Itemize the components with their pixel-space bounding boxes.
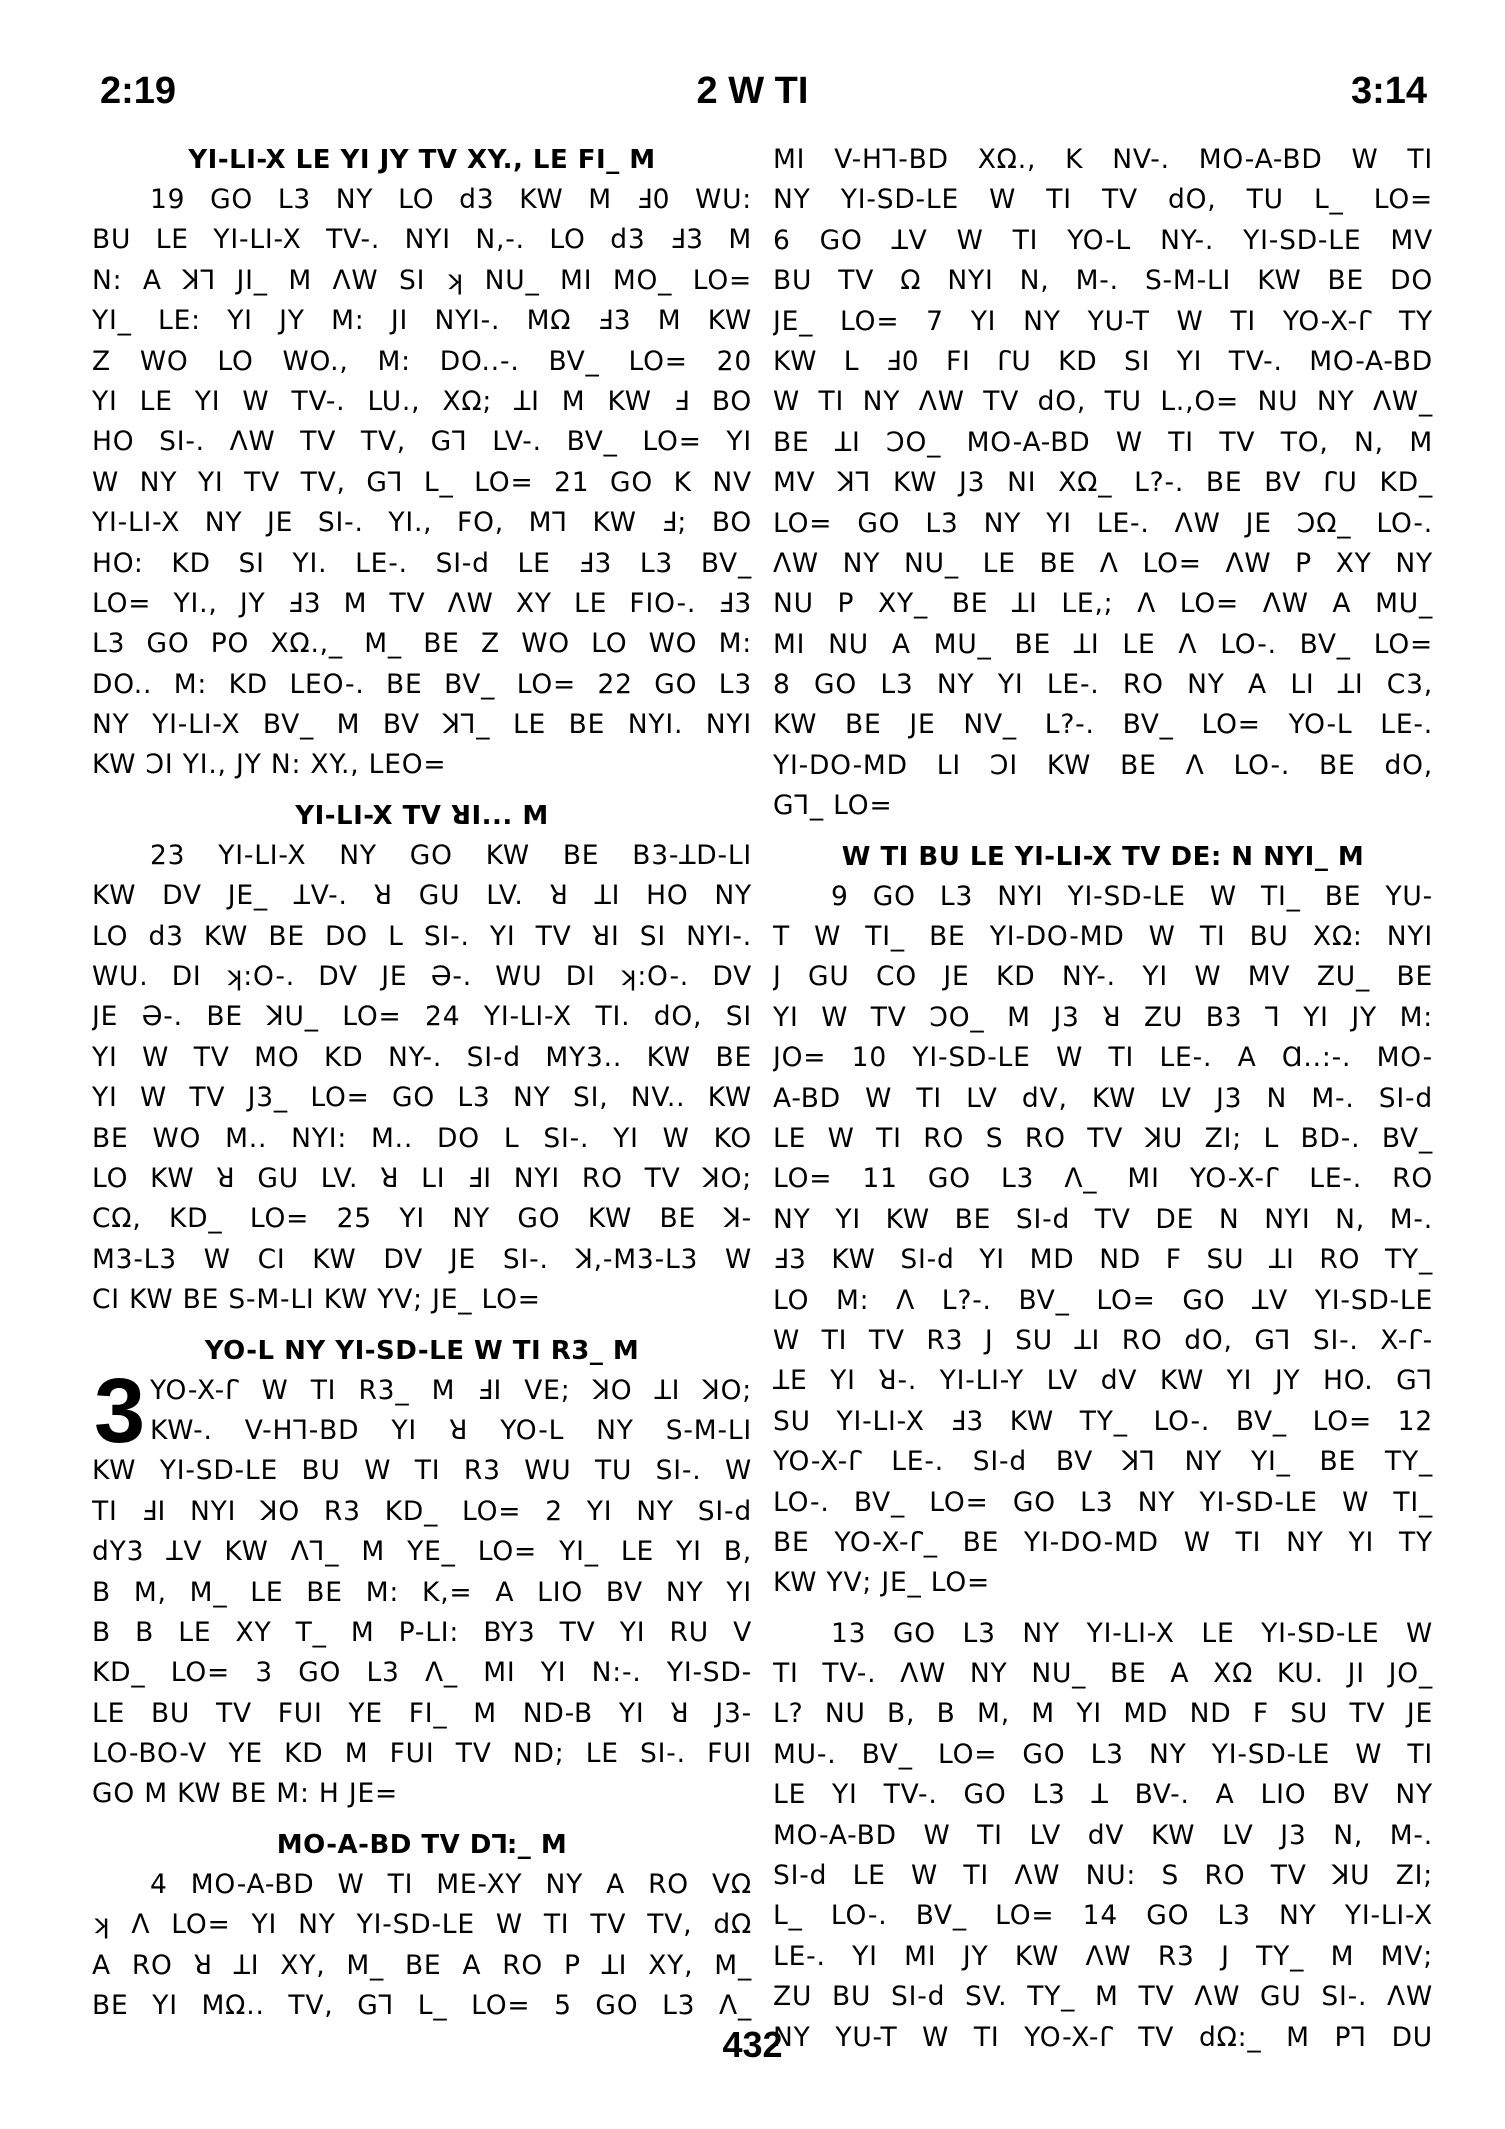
text-line: SU YI-LI-X Ⅎ3 KW TY_ LO-. BV_ LO= 12 (773, 1405, 1433, 1437)
text-line: T W TI_ BE YI-DO-MD W TI BU XΩ: NYI (773, 921, 1433, 953)
text-line: LE BU TV FUI YE FI_ M ND-B YI ꓤ J3- (92, 1697, 752, 1729)
text-line: YI_ LE: YI JY M: JI NYI-. MΩ Ⅎ3 M KW (92, 305, 752, 337)
text-line: W TI NY ΛW TV dO, TU L.,O= NU NY ΛW_ (773, 386, 1433, 418)
text-line: B B LE XY T_ M P-LI: BY3 TV YI RU V (92, 1616, 752, 1648)
section-heading: MO-A-BD TV Dꓶ:_ M (276, 1829, 568, 1860)
text-line: ꓕE YI ꓤ-. YI-LI-Y LV dV KW YI JY HO. Gꓶ (773, 1365, 1433, 1397)
text-line: A RO ꓤ ꓕI XY, M_ BE A RO P ꓕI XY, M_ (92, 1949, 752, 1981)
text-line: LO M: Λ L?-. BV_ LO= GO ꓕV YI-SD-LE (773, 1284, 1433, 1316)
text-line: BU TV Ω NYI N, M-. S-M-LI KW BE DO (773, 265, 1433, 297)
right-column (773, 140, 1433, 2058)
text-line: KD_ LO= 3 GO L3 Λ_ MI YI N:-. YI-SD- (92, 1657, 752, 1689)
text-line: MI NU A MU_ BE ꓕI LE Λ LO-. BV_ LO= (773, 628, 1433, 660)
text-line: MV ꓘꓶ KW J3 NI XΩ_ L?-. BE BV ꓩU KD_ (773, 467, 1433, 499)
text-line: HO SI-. ΛW TV TV, Gꓶ LV-. BV_ LO= YI (92, 426, 752, 458)
text-line: LE-. YI MI JY KW ΛW R3 J TY_ M MV; (773, 1940, 1433, 1972)
text-line: TI TV-. ΛW NY NU_ BE A XΩ KU. JI JO_ (773, 1658, 1433, 1690)
paragraph (92, 180, 752, 786)
text-line: LO KW ꓤ GU LV. ꓤ LI ꓞI NYI RO TV ꓘO; (92, 1162, 752, 1194)
text-line: 8 GO L3 NY YI LE-. RO NY A LI ꓕI C3, (773, 669, 1433, 701)
text-line: CΩ, KD_ LO= 25 YI NY GO KW BE ꓘ- (92, 1203, 752, 1235)
text-line: L_ LO-. BV_ LO= 14 GO L3 NY YI-LI-X (773, 1900, 1433, 1932)
text-line: 9 GO L3 NYI YI-SD-LE W TI_ BE YU- (831, 880, 1433, 912)
text-line: GO M KW BE M: H JE= (92, 1778, 399, 1810)
paragraph (92, 836, 752, 1321)
text-line: LE YI TV-. GO L3 ꓕ BV-. A LIO BV NY (773, 1779, 1433, 1811)
text-line: KW YI-SD-LE BU W TI R3 WU TU SI-. W (92, 1455, 752, 1487)
chapter-verse-end: 3:14 (1350, 70, 1427, 112)
text-line: LO-BO-V YE KD M FUI TV ND; LE SI-. FUI (92, 1738, 752, 1770)
text-line: MI V-Hꓶ-BD XΩ., K NV-. MO-A-BD W TI (773, 144, 1433, 175)
paragraph (773, 140, 1433, 827)
chapter-number-dropcap: 3 (94, 1359, 146, 1462)
text-line: A-BD W TI LV dV, KW LV J3 N M-. SI-d (773, 1082, 1433, 1114)
section-heading: W TI BU LE YI-LI-X TV DE: N NYI_ M (841, 841, 1365, 872)
text-line: DO.. M: KD LEO-. BE BV_ LO= 22 GO L3 (92, 668, 752, 700)
text-line: YI W TV ƆO_ M J3 ꓤ ZU B3 ꓶ YI JY M: (773, 1001, 1433, 1033)
text-line: BE WO M.. NYI: M.. DO L SI-. YI W KO (92, 1122, 752, 1154)
text-line: LO-. BV_ LO= GO L3 NY YI-SD-LE W TI_ (773, 1486, 1433, 1518)
text-line: JO= 10 YI-SD-LE W TI LE-. A Ɑ..:-. MO- (773, 1042, 1433, 1074)
text-line: CI KW BE S-M-LI KW YV; JE_ LO= (92, 1284, 541, 1316)
page-number: 432 (722, 2024, 783, 2065)
text-line: ʞ Λ LO= YI NY YI-SD-LE W TI TV TV, dΩ (92, 1909, 752, 1941)
text-line: L? NU B, B M, M YI MD ND F SU TV JE (773, 1698, 1433, 1730)
text-line: BE ꓕI ƆO_ MO-A-BD W TI TV TO, N, M (773, 426, 1433, 458)
chapter-start (92, 1359, 752, 1815)
paragraph (773, 877, 1433, 1604)
paragraph (773, 1614, 1433, 2058)
text-line: LO= YI., JY Ⅎ3 M TV ΛW XY LE FIO-. Ⅎ3 (92, 587, 752, 619)
text-line: 6 GO ꓕV W TI YO-L NY-. YI-SD-LE MV (773, 224, 1433, 256)
text-line: ΛW NY NU_ LE BE Λ LO= ΛW P XY NY (773, 547, 1433, 579)
text-line: KW BE JE NV_ L?-. BV_ LO= YO-L LE-. (773, 709, 1433, 741)
text-line: Ⅎ3 KW SI-d YI MD ND F SU ꓕI RO TY_ (773, 1244, 1433, 1276)
paragraph (92, 1371, 752, 1815)
text-line: BU LE YI-LI-X TV-. NYI N,-. LO d3 Ⅎ3 M (92, 224, 752, 256)
text-line: 19 GO L3 NY LO d3 KW M Ⅎ0 WU: (150, 184, 752, 215)
text-line: dY3 ꓕV KW Λꓶ_ M YE_ LO= YI_ LE YI B, (92, 1536, 752, 1568)
text-line: 13 GO L3 NY YI-LI-X LE YI-SD-LE W (831, 1617, 1433, 1649)
text-line: W TI TV R3 J SU ꓕI RO dO, Gꓶ SI-. X-ꓩ- (773, 1324, 1433, 1356)
text-line: MO-A-BD W TI LV dV KW LV J3 N, M-. (773, 1819, 1433, 1851)
running-title: 2 W TI (696, 70, 809, 112)
text-line: BE YO-X-ꓩ_ BE YI-DO-MD W TI NY YI TY (773, 1526, 1433, 1558)
text-line: M3-L3 W CI KW DV JE SI-. ꓘ,-M3-L3 W (92, 1243, 752, 1275)
text-line: NY YU-T W TI YO-X-ꓩ TV dΩ:_ M Pꓶ DU (773, 2021, 1433, 2053)
text-line: YO-X-ꓩ W TI R3_ M ꓞI VE; ꓘO ꓕI ꓘO; (150, 1374, 752, 1406)
text-line: J GU CO JE KD NY-. YI W MV ZU_ BE (773, 961, 1433, 993)
text-line: YO-X-ꓩ LE-. SI-d BV ꓘꓶ NY YI_ BE TY_ (773, 1446, 1433, 1478)
text-line: YI LE YI W TV-. LU., XΩ; ꓕI M KW Ⅎ BO (92, 385, 752, 417)
text-line: WU. DI ʞ:O-. DV JE Ә-. WU DI ʞ:O-. DV (92, 961, 752, 993)
text-line: 4 MO-A-BD W TI ME-XY NY A RO VΩ (150, 1868, 752, 1900)
text-line: KW L Ⅎ0 FI ꓩU KD SI YI TV-. MO-A-BD (773, 345, 1433, 377)
section-heading: YO-L NY YI-SD-LE W TI R3_ M (204, 1335, 640, 1366)
text-line: L3 GO PO XΩ.,_ M_ BE Z WO LO WO M: (92, 628, 752, 660)
text-line: KW ƆI YI., JY N: XY., LEO= (92, 749, 447, 781)
text-line: BE YI MΩ.. TV, Gꓶ L_ LO= 5 GO L3 Λ_ (92, 1990, 752, 2022)
section-heading: YI-LI-X TV ꓤI... M (295, 800, 549, 831)
text-line: LE W TI RO S RO TV ꓘU ZI; L BD-. BV_ (773, 1122, 1433, 1154)
text-line: NU P XY_ BE ꓕI LE,; Λ LO= ΛW A MU_ (773, 588, 1433, 620)
text-line: NY YI-LI-X BV_ M BV ꓘꓶ_ LE BE NYI. NYI (92, 709, 752, 741)
paragraph (92, 1865, 752, 2027)
chapter-verse-start: 2:19 (100, 70, 177, 112)
text-line: N: A ꓘꓶ JI_ M ΛW SI ʞ NU_ MI MO_ LO= (92, 264, 752, 296)
left-column (92, 140, 752, 2026)
section-heading: YI-LI-X LE YI JY TV XY., LE FI_ M (188, 145, 656, 175)
text-line: ZU BU SI-d SV. TY_ M TV ΛW GU SI-. ΛW (773, 1981, 1433, 2013)
text-line: MU-. BV_ LO= GO L3 NY YI-SD-LE W TI (773, 1738, 1433, 1770)
text-line: KW-. V-Hꓶ-BD YI ꓤ YO-L NY S-M-LI (150, 1414, 752, 1446)
text-line: SI-d LE W TI ΛW NU: S RO TV ꓘU ZI; (773, 1860, 1433, 1892)
text-line: NY YI-SD-LE W TI TV dO, TU L_ LO= (773, 184, 1433, 216)
text-line: LO= 11 GO L3 Λ_ MI YO-X-ꓩ LE-. RO (773, 1163, 1433, 1195)
text-line: KW YV; JE_ LO= (773, 1567, 991, 1599)
text-line: JE_ LO= 7 YI NY YU-T W TI YO-X-ꓩ TY (773, 305, 1433, 337)
text-line: LO d3 KW BE DO L SI-. YI TV ꓤI SI NYI-. (92, 920, 752, 952)
text-line: NY YI KW BE SI-d TV DE N NYI N, M-. (773, 1203, 1433, 1235)
text-line: YI-LI-X NY JE SI-. YI., FO, Mꓶ KW Ⅎ; BO (92, 507, 752, 539)
text-line: W NY YI TV TV, Gꓶ L_ LO= 21 GO K NV (92, 466, 752, 498)
text-line: Z WO LO WO., M: DO..-. BV_ LO= 20 (92, 345, 752, 377)
text-line: B M, M_ LE BE M: K,= A LIO BV NY YI (92, 1576, 752, 1608)
text-line: YI W TV J3_ LO= GO L3 NY SI, NV.. KW (92, 1082, 752, 1114)
text-line: TI ꓞI NYI ꓘO R3 KD_ LO= 2 YI NY SI-d (92, 1495, 752, 1527)
text-line: 23 YI-LI-X NY GO KW BE B3-ꓕD-LI (150, 839, 752, 871)
text-line: HO: KD SI YI. LE-. SI-d LE Ⅎ3 L3 BV_ (92, 547, 752, 579)
text-line: YI-DO-MD LI ƆI KW BE Λ LO-. BE dO, (773, 749, 1433, 781)
text-line: JE Ә-. BE ꓘU_ LO= 24 YI-LI-X TI. dO, SI (92, 1001, 752, 1033)
text-line: KW DV JE_ ꓕV-. ꓤ GU LV. ꓤ ꓕI HO NY (92, 880, 752, 912)
text-line: LO= GO L3 NY YI LE-. ΛW JE ƆΩ_ LO-. (773, 507, 1433, 539)
text-line: Gꓶ_ LO= (773, 790, 893, 822)
text-line: YI W TV MO KD NY-. SI-d MY3.. KW BE (92, 1041, 752, 1073)
